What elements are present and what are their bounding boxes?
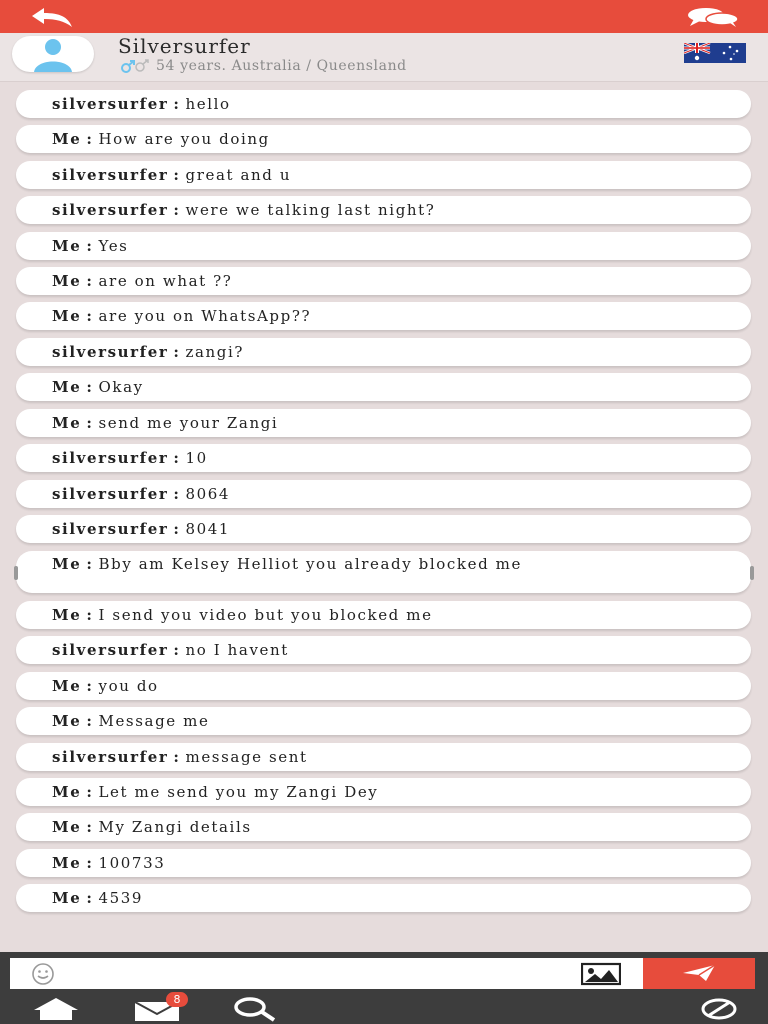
search-icon[interactable] [230,996,278,1022]
profile-header[interactable] [0,33,768,82]
send-plane-icon [682,964,716,982]
australia-flag-icon [684,43,746,63]
message-row: silversurfer : great and u [16,161,751,189]
message-row: silversurfer : hello [16,90,751,118]
message-row: silversurfer : 8064 [16,480,751,508]
message-row: Me : are on what ?? [16,267,751,295]
user-avatar-icon [12,36,94,72]
send-button[interactable] [643,958,755,989]
message-row: Me : Bby am Kelsey Helliot you already blocked me [16,551,751,593]
bottom-bar [0,952,768,1024]
message-row: silversurfer : 10 [16,444,751,472]
scroll-indicator-left [14,566,18,580]
avatar[interactable] [12,36,94,72]
message-row: Me : send me your Zangi [16,409,751,437]
messages-badge: 8 [166,992,188,1007]
profile-info: 54 years. Australia / Queensland [156,58,407,74]
message-row: Me : I send you video but you blocked me [16,601,751,629]
message-row: Me : How are you doing [16,125,751,153]
scroll-indicator-right [750,566,754,580]
profile-name: Silversurfer [118,34,251,58]
message-row: silversurfer : zangi? [16,338,751,366]
emoji-icon[interactable] [31,962,55,986]
back-arrow-icon[interactable] [28,5,78,29]
message-row: silversurfer : were we talking last night? [16,196,751,224]
message-row: Me : Yes [16,232,751,260]
message-row: Me : 100733 [16,849,751,877]
message-row: Me : My Zangi details [16,813,751,841]
message-row: silversurfer : no I havent [16,636,751,664]
gender-male-icon [118,59,150,73]
message-row: silversurfer : message sent [16,743,751,771]
message-input[interactable] [10,958,643,989]
home-icon[interactable] [32,996,80,1022]
message-row: Me : Message me [16,707,751,735]
message-row: Me : Okay [16,373,751,401]
image-upload-icon[interactable] [581,962,621,986]
chat-bubbles-icon[interactable] [684,6,740,28]
top-bar [0,0,768,33]
message-row: silversurfer : 8041 [16,515,751,543]
message-row: Me : you do [16,672,751,700]
message-row: Me : are you on WhatsApp?? [16,302,751,330]
message-row: Me : Let me send you my Zangi Dey [16,778,751,806]
block-icon[interactable] [700,996,738,1022]
message-row: Me : 4539 [16,884,751,912]
